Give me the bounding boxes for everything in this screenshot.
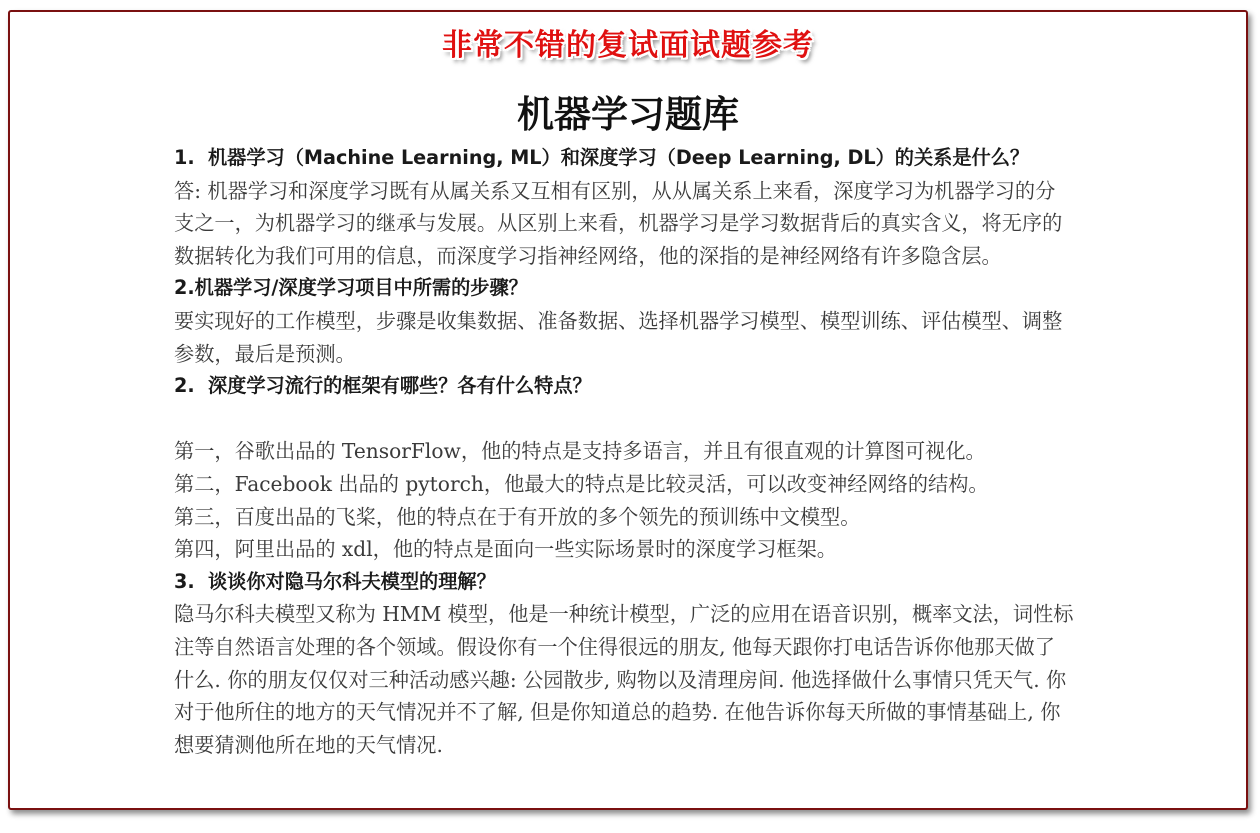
document-body: [174, 142, 1074, 761]
document-frame: [8, 10, 1248, 810]
framework-item: 第三，百度出品的飞桨，他的特点在于有开放的多个领先的预训练中文模型。: [174, 504, 861, 529]
question-1: [174, 142, 1074, 175]
framework-item: 第一，谷歌出品的 TensorFlow，他的特点是支持多语言，并且有很直观的计算图可视化。: [174, 439, 986, 464]
blank-line: [174, 403, 1074, 436]
question-4: [174, 566, 1074, 599]
question-4-text: 谈谈你对隐马尔科夫模型的理解？: [208, 569, 496, 593]
banner-heading: 非常不错的复试面试题参考: [442, 28, 814, 63]
question-1-text: 机器学习（Machine Learning, ML）和深度学习（Deep Learning, DL）的关系是什么？: [208, 146, 1030, 169]
question-3-text: 深度学习流行的框架有哪些？各有什么特点？: [208, 374, 592, 398]
question-2: 2.机器学习/深度学习项目中所需的步骤？: [174, 276, 528, 300]
question-3-number: 2.: [174, 374, 195, 398]
answer-4: 隐马尔科夫模型又称为 HMM 模型，他是一种统计模型，广泛的应用在语音识别，概率文法，词性标注等自然语言处理的各个领域。假设你有一个住得很远的朋友, 他每天跟你打电话告诉你他那天做了什么. 你的朋友仅仅对三种活动感兴趣: 公园散步, 购物以及清理房间. 他选择做什么事情只凭天气. 你对于他所住的地方的天气情况并不了解, 但是你知道总的趋势. 在他告诉你每天所做的事情基础上, 你想要猜测他所在地的天气情况.: [174, 602, 1074, 757]
question-4-number: 3.: [174, 569, 195, 593]
page-title: 机器学习题库: [517, 93, 739, 136]
answer-2: 要实现好的工作模型，步骤是收集数据、准备数据、选择机器学习模型、模型训练、评估模型、调整参数，最后是预测。: [174, 308, 1063, 366]
answer-1: 答: 机器学习和深度学习既有从属关系又互相有区别，从从属关系上来看，深度学习为机器学习的分支之一，为机器学习的继承与发展。从区别上来看，机器学习是学习数据背后的真实含义，将无序的数据转化为我们可用的信息，而深度学习指神经网络，他的深指的是神经网络有许多隐含层。: [174, 178, 1063, 268]
question-3: [174, 370, 1074, 403]
question-1-number: 1.: [174, 146, 195, 169]
framework-item: 第四，阿里出品的 xdl，他的特点是面向一些实际场景时的深度学习框架。: [174, 537, 837, 562]
framework-item: 第二，Facebook 出品的 pytorch，他最大的特点是比较灵活，可以改变神经网络的结构。: [174, 471, 989, 496]
